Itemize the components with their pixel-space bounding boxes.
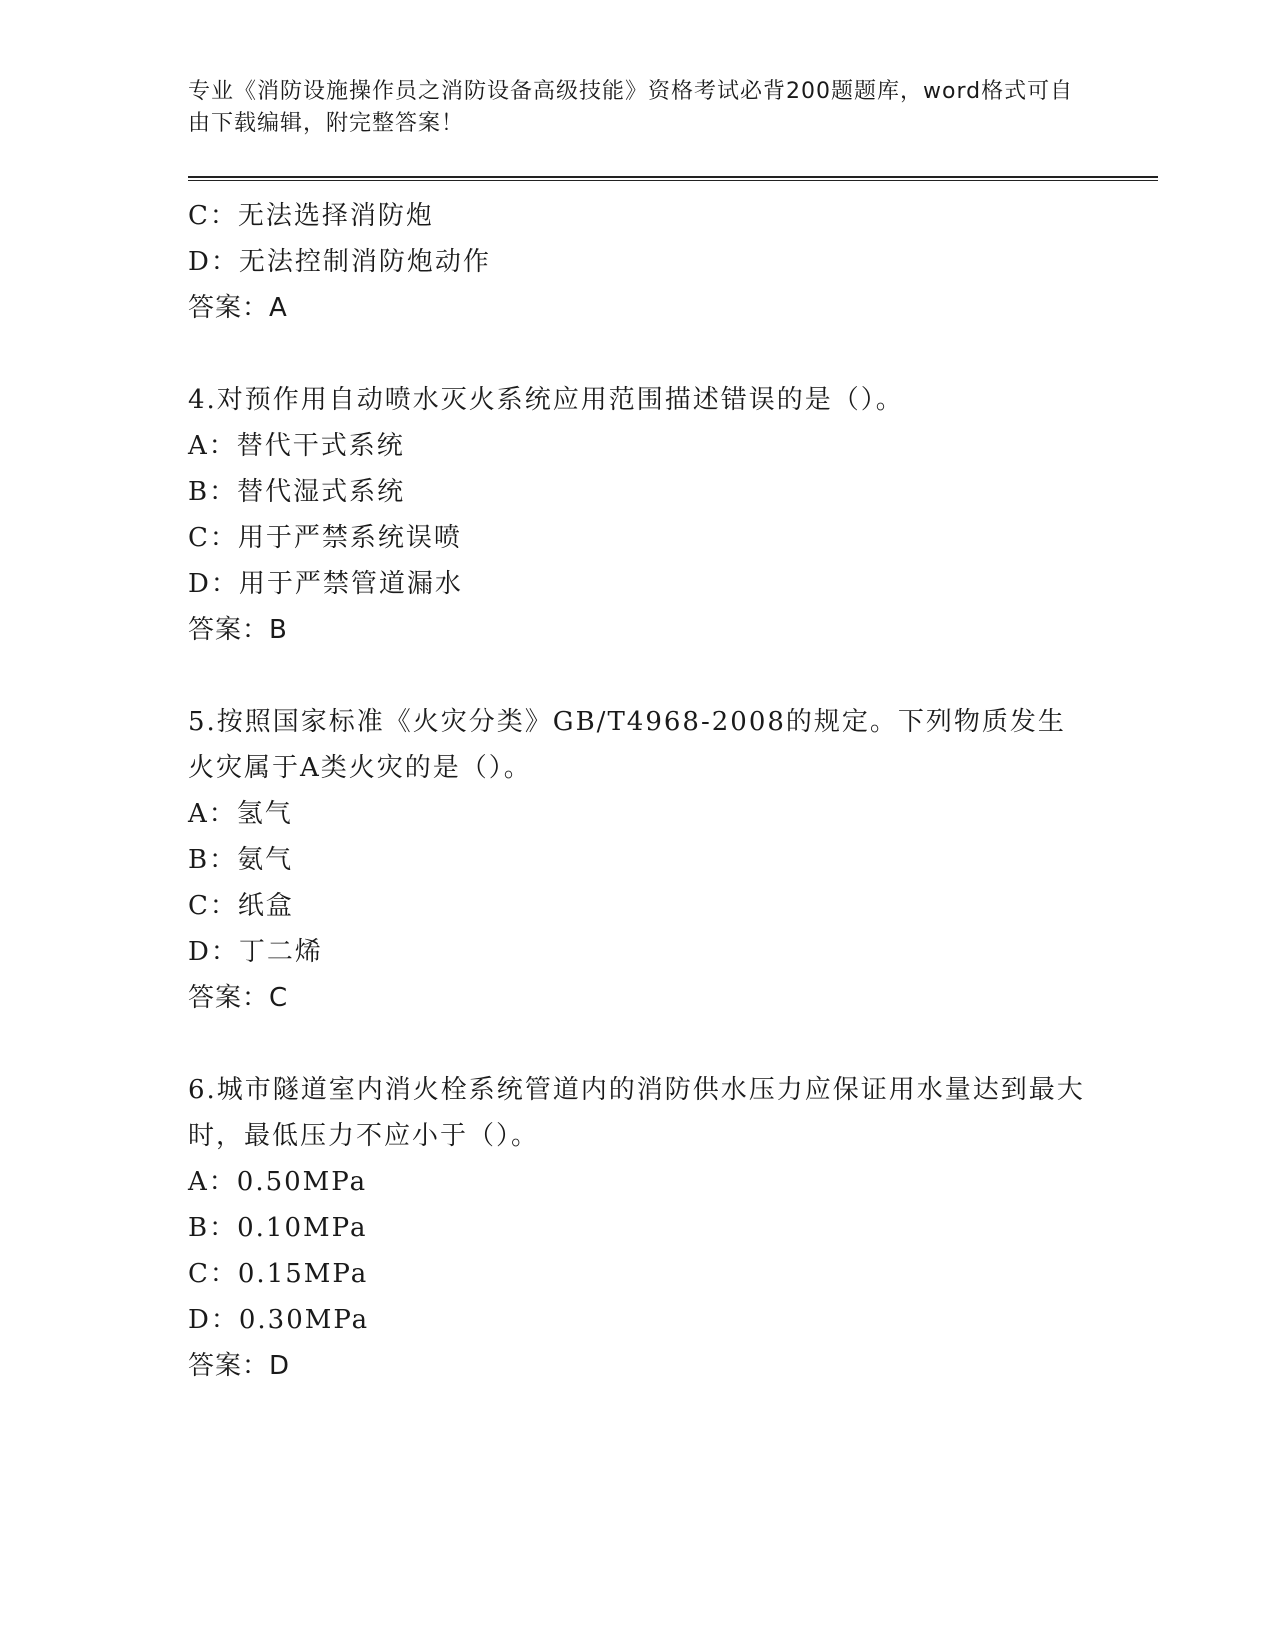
question-content <box>188 193 1088 1389</box>
spacer <box>188 331 1088 377</box>
document-header: 专业《消防设施操作员之消防设备高级技能》资格考试必背200题题库，word格式可自由下载编辑，附完整答案！ <box>188 79 1074 136</box>
question-stem: 6.城市隧道室内消火栓系统管道内的消防供水压力应保证用水量达到最大时，最低压力不应小于（）。 <box>188 1075 1085 1151</box>
option-b: B：氨气 <box>188 845 294 875</box>
option-a: A：氢气 <box>188 799 293 829</box>
option-c: C：用于严禁系统误喷 <box>188 523 462 553</box>
question-6 <box>188 1067 1088 1389</box>
option-b: B：0.10MPa <box>188 1213 368 1243</box>
spacer <box>188 1021 1088 1067</box>
answer-label: 答案：D <box>188 1351 291 1381</box>
spacer <box>188 653 1088 699</box>
option-d: D：无法控制消防炮动作 <box>188 247 491 277</box>
question-stem: 4.对预作用自动喷水灭火系统应用范围描述错误的是（）。 <box>188 385 904 415</box>
partial-question <box>188 193 1088 331</box>
question-4 <box>188 377 1088 653</box>
answer-label: 答案：A <box>188 293 288 323</box>
header-divider <box>188 176 1158 181</box>
option-a: A：0.50MPa <box>188 1167 368 1197</box>
option-d: D：丁二烯 <box>188 937 323 967</box>
question-5 <box>188 699 1088 1021</box>
answer-label: 答案：B <box>188 615 288 645</box>
option-a: A：替代干式系统 <box>188 431 405 461</box>
option-d: D：用于严禁管道漏水 <box>188 569 463 599</box>
option-b: B：替代湿式系统 <box>188 477 406 507</box>
question-stem: 5.按照国家标准《火灾分类》GB/T4968-2008的规定。下列物质发生火灾属于A类火灾的是（）。 <box>188 707 1066 783</box>
option-c: C：0.15MPa <box>188 1259 369 1289</box>
option-d: D：0.30MPa <box>188 1305 370 1335</box>
option-c: C：纸盒 <box>188 891 294 921</box>
option-c: C：无法选择消防炮 <box>188 201 434 231</box>
answer-label: 答案：C <box>188 983 289 1013</box>
